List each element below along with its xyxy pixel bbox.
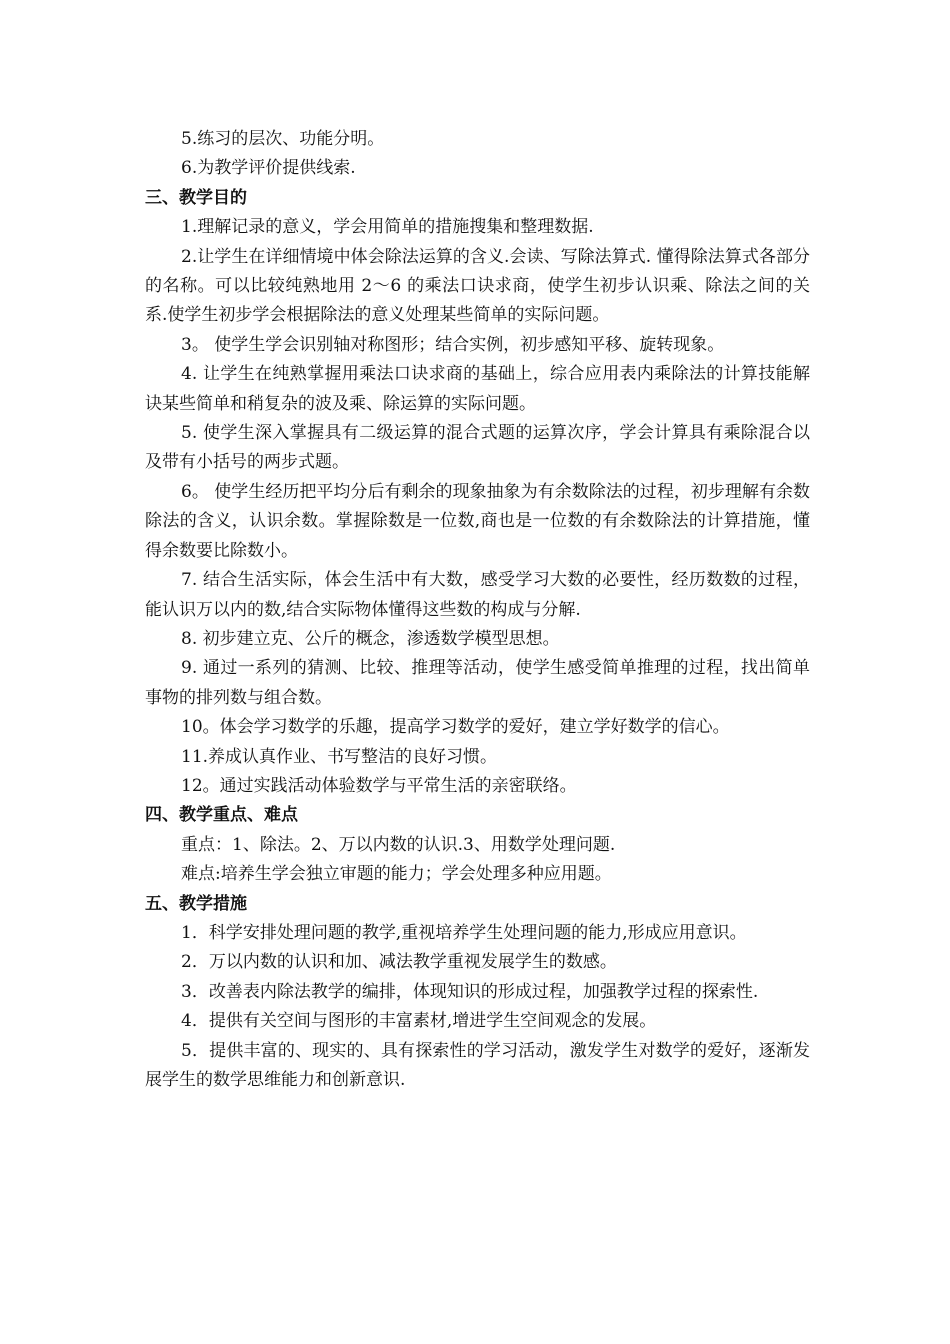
objective-1: 1.理解记录的意义，学会用简单的措施搜集和整理数据. [181,217,594,238]
key-focus: 重点：1、除法。2、万以内数的认识.3、用数学处理问题. [181,834,616,855]
measure-5: 5．提供丰富的、现实的、具有探索性的学习活动，激发学生对数学的爱好，逐渐发展学生的数学思维能力和创新意识. [145,1040,810,1090]
measure-4: 4．提供有关空间与图形的丰富素材,增进学生空间观念的发展。 [181,1011,657,1032]
section-heading-objectives: 三、教学目的 [145,187,247,208]
intro-item-5: 5.练习的层次、功能分明。 [181,129,385,149]
measure-1: 1．科学安排处理问题的教学,重视培养学生处理问题的能力,形成应用意识。 [181,922,747,943]
intro-item-6: 6.为教学评价提供线索. [181,158,356,179]
section-heading-key-points: 四、教学重点、难点 [145,805,298,826]
objective-12: 12。通过实践活动体验数学与平常生活的亲密联络。 [181,775,577,796]
objective-11: 11.养成认真作业、书写整洁的良好习惯。 [181,746,498,767]
section-heading-measures: 五、教学措施 [145,893,247,914]
measure-3: 3．改善表内除法教学的编排，体现知识的形成过程，加强教学过程的探索性. [181,981,759,1002]
objective-5: 5. 使学生深入掌握具有二级运算的混合式题的运算次序，学会计算具有乘除混合以及带有小括号的两步式题。 [145,423,810,473]
objective-4: 4. 让学生在纯熟掌握用乘法口诀求商的基础上，综合应用表内乘除法的计算技能解诀某些简单和稍复杂的波及乘、除运算的实际问题。 [145,364,810,414]
document-body [145,125,810,1095]
objective-10: 10。体会学习数学的乐趣，提高学习数学的爱好，建立学好数学的信心。 [181,717,730,738]
key-difficulty: 难点:培养生学会独立审题的能力；学会处理多种应用题。 [181,864,612,885]
objective-2: 2.让学生在详细情境中体会除法运算的含义.会读、写除法算式. 懂得除法算式各部分的名称。可以比较纯熟地用 2～6 的乘法口诀求商，使学生初步认识乘、除法之间的关系.使学生初步学会根据除法的意义处理某些简单的实际问题。 [145,246,810,326]
objective-7: 7. 结合生活实际，体会生活中有大数，感受学习大数的必要性，经历数数的过程，能认识万以内的数,结合实际物体懂得这些数的构成与分解. [145,570,810,620]
measure-2: 2．万以内数的认识和加、减法教学重视发展学生的数感。 [181,952,617,973]
objective-6: 6。 使学生经历把平均分后有剩余的现象抽象为有余数除法的过程，初步理解有余数除法的含义，认识余数。掌握除数是一位数,商也是一位数的有余数除法的计算措施，懂得余数要比除数小。 [145,481,810,561]
objective-8: 8. 初步建立克、公斤的概念，渗透数学模型思想。 [181,628,560,649]
objective-3: 3。 使学生学会识别轴对称图形；结合实例，初步感知平移、旋转现象。 [181,334,725,355]
objective-9: 9. 通过一系列的猜测、比较、推理等活动，使学生感受简单推理的过程，找出简单事物的排列数与组合数。 [145,658,810,708]
